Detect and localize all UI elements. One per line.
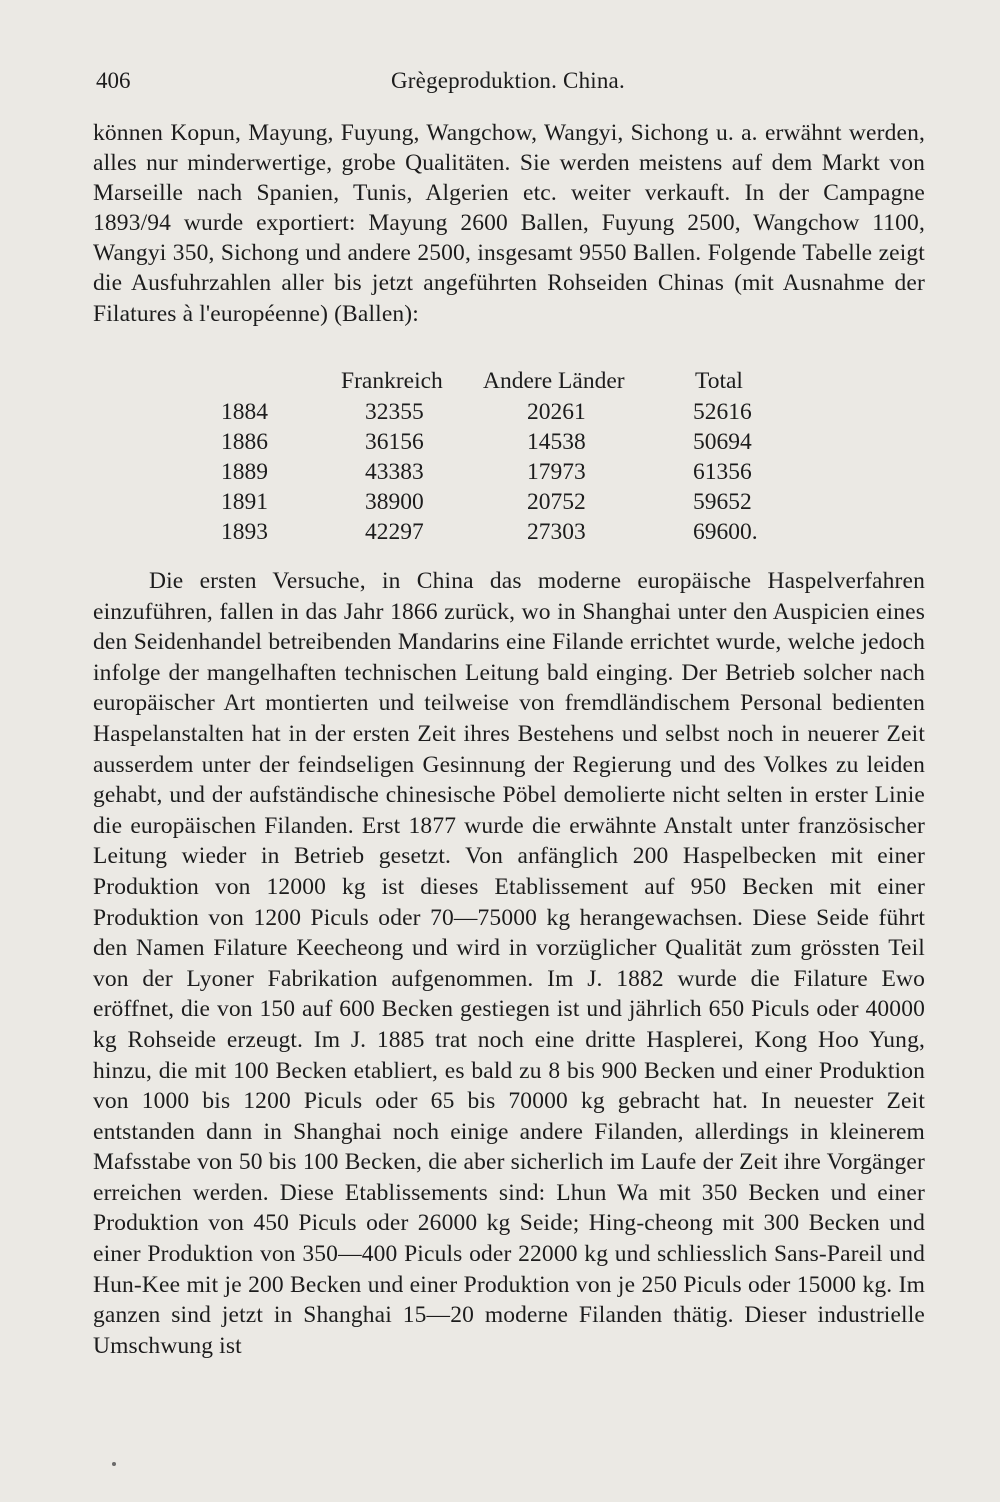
print-speck (112, 1462, 116, 1466)
andere-cell: 14538 (527, 429, 586, 455)
total-cell: 61356 (693, 459, 752, 485)
paragraph-filanden (93, 566, 925, 1361)
total-cell: 52616 (693, 399, 752, 425)
paragraph-continued (93, 118, 925, 329)
andere-cell: 17973 (527, 459, 586, 485)
paragraph-text: können Kopun, Mayung, Fuyung, Wangchow, Wangyi, Sichong u. a. erwähnt werden, alles nur minderwertige, grobe Qualitäten. Sie werden meistens auf dem Markt von Marseille nach Spanien, Tunis, Algerien etc. weiter verkauft. In der Campagne 1893/94 wurde exportiert: Mayung 2600 Ballen, Fuyung 2500, Wangchow 1100, Wangyi 350, Sichong und andere 2500, insgesamt 9550 Ballen. Folgende Tabelle zeigt die Ausfuhrzahlen aller bis jetzt angeführten Rohseiden Chinas (mit Ausnahme der Filatures à l'européenne) (Ballen): (93, 120, 925, 327)
total-cell: 50694 (693, 429, 752, 455)
year-cell: 1886 (221, 429, 268, 455)
table-row (215, 399, 795, 429)
andere-cell: 20752 (527, 489, 586, 515)
frankreich-cell: 42297 (365, 519, 424, 545)
year-cell: 1891 (221, 489, 268, 515)
column-header-frankreich: Frankreich (341, 368, 443, 394)
frankreich-cell: 43383 (365, 459, 424, 485)
andere-cell: 27303 (527, 519, 586, 545)
total-cell: 59652 (693, 489, 752, 515)
page-number: 406 (96, 68, 131, 93)
year-cell: 1884 (221, 399, 268, 425)
table-header-row (215, 368, 795, 398)
table-row (215, 489, 795, 519)
table-row (215, 429, 795, 459)
column-header-total: Total (695, 368, 743, 394)
table-row (215, 519, 795, 549)
page-header (96, 68, 926, 100)
year-cell: 1889 (221, 459, 268, 485)
year-cell: 1893 (221, 519, 268, 545)
andere-cell: 20261 (527, 399, 586, 425)
frankreich-cell: 36156 (365, 429, 424, 455)
running-title: Grègeproduktion. China. (391, 68, 625, 93)
frankreich-cell: 32355 (365, 399, 424, 425)
table-row (215, 459, 795, 489)
column-header-andere-laender: Andere Länder (483, 368, 625, 394)
paragraph-text: Die ersten Versuche, in China das moderne europäische Haspelverfahren einzuführen, fallen in das Jahr 1866 zurück, wo in Shanghai unter den Auspicien eines den Seidenhandel betreibenden Mandarins eine Filande errichtet wurde, welche jedoch infolge der mangelhaften technischen Leitung bald einging. Der Betrieb solcher nach europäischer Art montierten und teilweise von fremdländischem Personal bedienten Haspelanstalten hat in der ersten Zeit ihres Bestehens und selbst noch in neuerer Zeit ausserdem unter der feindseligen Gesinnung der Regierung und des Volkes zu leiden gehabt, und der aufständische chinesische Pöbel demolierte nicht selten in erster Linie die europäischen Filanden. Erst 1877 wurde die erwähnte Anstalt unter französischer Leitung wieder in Betrieb gesetzt. Von anfänglich 200 Haspelbecken mit einer Produktion von 12000 kg ist dieses Etablissement auf 950 Becken mit einer Produktion von 1200 Piculs oder 70—75000 kg herangewachsen. Diese Seide führt den Namen Filature Keecheong und wird in vorzüglicher Qualität zum grössten Teil von der Lyoner Fabrikation aufgenommen. Im J. 1882 wurde die Filature Ewo eröffnet, die von 150 auf 600 Becken gestiegen ist und jährlich 650 Piculs oder 40000 kg Rohseide erzeugt. Im J. 1885 trat noch eine dritte Hasplerei, Kong Hoo Yung, hinzu, die mit 100 Becken etabliert, es bald zu 8 bis 900 Becken und einer Produktion von 1000 bis 1200 Piculs oder 65 bis 70000 kg gebracht hat. In neuester Zeit entstanden dann in Shanghai noch einige andere Filanden, allerdings in kleinerem Mafsstabe von 50 bis 100 Becken, die aber sicherlich im Laufe der Zeit ihre Vorgänger erreichen werden. Diese Etablissements sind: Lhun Wa mit 350 Becken und einer Produktion von 450 Piculs oder 26000 kg Seide; Hing-cheong mit 300 Becken und einer Produktion von 350—400 Piculs oder 22000 kg und schliesslich Sans-Pareil und Hun-Kee mit je 200 Becken und einer Produktion von je 250 Piculs oder 15000 kg. Im ganzen sind jetzt in Shanghai 15—20 moderne Filanden thätig. Dieser industrielle Umschwung ist (93, 568, 925, 1359)
total-cell: 69600. (693, 519, 758, 545)
frankreich-cell: 38900 (365, 489, 424, 515)
